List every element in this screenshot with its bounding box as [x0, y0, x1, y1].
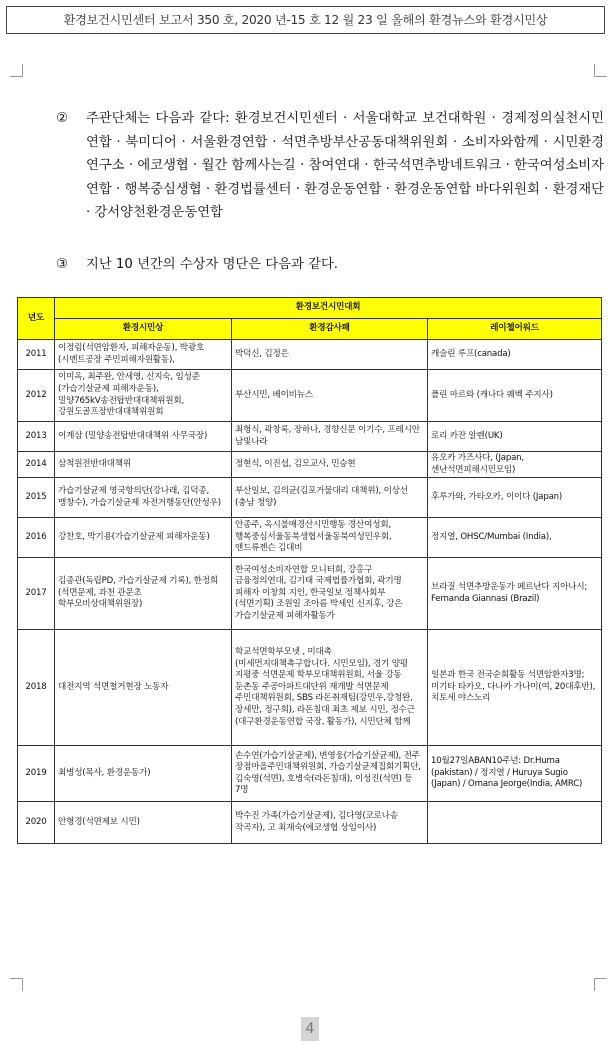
crop-mark-bottom-left	[10, 978, 23, 991]
table-row	[18, 746, 602, 802]
table-row	[18, 802, 602, 844]
year-cell: 2017	[18, 558, 55, 630]
citizen-award-cell: 이정림(석면암환자, 피해자운동), 박광호(시멘트공장 주민피해자원활동),	[55, 340, 232, 370]
citizen-award-cell: 이계삼 (밀양송전탑반대대책위 사무국장)	[55, 422, 232, 452]
table-row	[18, 370, 602, 422]
page-number: 4	[301, 1017, 319, 1041]
rachel-award-cell: 후루가와, 가타오카, 이이다 (Japan)	[428, 478, 602, 518]
appreciation-plaque-cell: 학교석면학부모넷 , 미대촉 (미세먼지대책촉구합니다. 시민모임), 경기 양평 지평중 석면문제 학부모대책위원회, 서울 강동 둔촌동 주공아파트대단위 재개발 석면문제 주민대책위원회, SBS 라돈취재팀(강민우,강청완, 장세만, 정구희), 라돈침대 최초 제보 시민, 정수근(대구환경운동연합 국장, 활동가), 시민단체 함께	[232, 630, 428, 746]
appreciation-plaque-cell: 부산시민, 베이비뉴스	[232, 370, 428, 422]
table-row	[18, 452, 602, 478]
column-header-appreciation-plaque: 환경감사패	[232, 319, 428, 340]
table-row	[18, 630, 602, 746]
appreciation-plaque-cell: 최형식, 곽창록, 장하나, 경향신문 이기수, 프레시안 남빛나라	[232, 422, 428, 452]
citizen-award-cell: 김종관(독립PD, 가습기살균제 기록), 한정희(석면문제, 과천 관문초 학부모비상대책위원장)	[55, 558, 232, 630]
crop-mark-top-left	[10, 64, 23, 77]
appreciation-plaque-cell: 안종주, 옥시불매경산시민행동 경산여성회, 행복중심서울동북생협서울동북여성민우회, 앤드류젠슨 김대비	[232, 518, 428, 558]
item-text: 지난 10 년간의 수상자 명단은 다음과 같다.	[86, 257, 339, 272]
year-header: 년도	[18, 298, 55, 340]
paragraph-organizers	[56, 107, 604, 225]
appreciation-plaque-cell: 박덕신, 김정은	[232, 340, 428, 370]
paragraph-awardees-intro	[56, 253, 604, 277]
column-header-citizen-award: 환경시민상	[55, 319, 232, 340]
item-number: ②	[56, 111, 68, 126]
rachel-award-cell: 폴린 마르와 (캐나다 퀘벡 주지사)	[428, 370, 602, 422]
appreciation-plaque-cell: 정현식, 이진섭, 김모교사, 민승현	[232, 452, 428, 478]
table-row	[18, 558, 602, 630]
rachel-award-cell: 10월27일ABAN10주년: Dr.Huma (pakistan) / 정지열 / Huruya Sugio (Japan) / Omana Jeorge(India, AMRC)	[428, 746, 602, 802]
citizen-award-cell: 최병성(목사, 환경운동가)	[55, 746, 232, 802]
citizen-award-cell: 대전지역 석면철거현장 노동자	[55, 630, 232, 746]
appreciation-plaque-cell: 부산일보, 김의균(김포거물대리 대책위), 이상선(충남 청양)	[232, 478, 428, 518]
report-header: 환경보건시민센터 보고서 350 호, 2020 년-15 호 12 월 23 일 올해의 환경뉴스와 환경시민상	[6, 6, 605, 34]
citizen-award-cell: 삼척원전반대대책위	[55, 452, 232, 478]
citizen-award-cell: 가습기살균제 영국항의단(강나래, 김덕종, 맹창수), 가습기살균제 자전거행동단(안성우)	[55, 478, 232, 518]
crop-mark-bottom-right	[594, 978, 607, 991]
citizen-award-cell: 강찬호, 박기용(가습기살균제 피해자운동)	[55, 518, 232, 558]
rachel-award-cell: 브라질 석면추방운동가 페르난다 지아나시; Fernanda Giannasi (Brazil)	[428, 558, 602, 630]
item-text: 주관단체는 다음과 같다: 환경보건시민센터 · 서울대학교 보건대학원 · 경제정의실천시민연합 · 북미디어 · 서울환경연합 · 석면추방부산공동대책위원회 · 소비자와함께 · 시민환경연구소 · 에코생협 · 월간 함께사는길 · 참여연대 · 한국석면추방네트워크 · 한국여성소비자연합 · 행복중심생협 · 환경법률센터 · 환경운동연합 · 환경운동연합 바다위원회 · 환경재단 · 강서양천환경운동연합	[86, 111, 604, 220]
year-cell: 2018	[18, 630, 55, 746]
table-row	[18, 340, 602, 370]
item-number: ③	[56, 257, 68, 272]
citizen-award-cell: 안형경(석면제보 시민)	[55, 802, 232, 844]
year-cell: 2011	[18, 340, 55, 370]
rachel-award-cell: 정지열, OHSC/Mumbai (India),	[428, 518, 602, 558]
year-cell: 2020	[18, 802, 55, 844]
appreciation-plaque-cell: 박수진 가족(가습기살균제), 김다영(코로나송 작곡자), 고 최재숙(에코생협 상임이사)	[232, 802, 428, 844]
citizen-award-cell: 이미옥, 최주완, 안세영, 신지숙, 임성준(가습기살균제 피해자운동), 밀양765kV송전탑반대대책위원회, 강원도골프장반대대책위원회	[55, 370, 232, 422]
appreciation-plaque-cell: 한국여성소비자연합 모니터회, 강홍구 금융정의연대, 김기태 국제법률가협회, 곽기명 피해자 이창희 지인, 한국일보 정책사회부(석면기획) 조원일 조아름 박세인 신지후, 강은 가습기살균제 피해자활동가	[232, 558, 428, 630]
year-cell: 2014	[18, 452, 55, 478]
rachel-award-cell: 로리 카잔 알렌(UK)	[428, 422, 602, 452]
appreciation-plaque-cell: 손수연(가습기살균제), 변영웅(가습기살균제), 전주 장점마을주민대책위원회, 가습기살균제집회기획단, 김숙영(석면), 호병숙(라돈침대), 이성진(석면) 등 7명	[232, 746, 428, 802]
rachel-award-cell: 일본과 한국 전국순회활동 석면암환자3명; 미기타 타카오, 다나카 가나미(여, 20대후반), 치토세 야스노리	[428, 630, 602, 746]
year-cell: 2013	[18, 422, 55, 452]
table-row	[18, 518, 602, 558]
column-header-rachel-award: 레이첼어워드	[428, 319, 602, 340]
year-cell: 2016	[18, 518, 55, 558]
year-cell: 2015	[18, 478, 55, 518]
rachel-award-cell: 유오카 가즈사다, (Japan, 센난석면피해시민모임)	[428, 452, 602, 478]
table-row	[18, 478, 602, 518]
year-cell: 2019	[18, 746, 55, 802]
rachel-award-cell	[428, 802, 602, 844]
group-header: 환경보건시민대회	[55, 298, 602, 319]
awardees-table	[17, 297, 602, 844]
crop-mark-top-right	[594, 64, 607, 77]
table-row	[18, 422, 602, 452]
year-cell: 2012	[18, 370, 55, 422]
rachel-award-cell: 캐슬린 루프(canada)	[428, 340, 602, 370]
